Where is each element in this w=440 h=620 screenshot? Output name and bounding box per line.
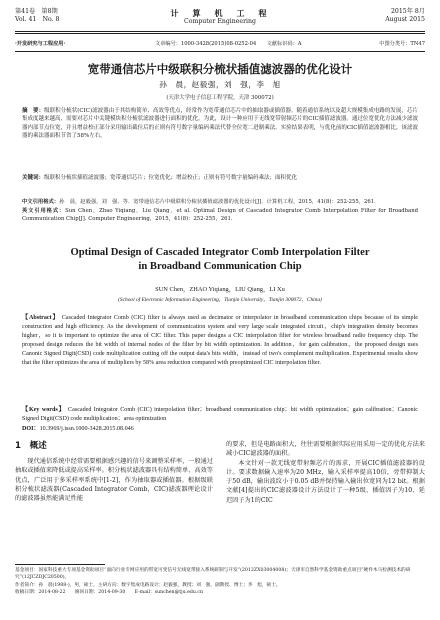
authors-cn: 孙 晨，赵毅强，刘 强，李 旭 xyxy=(159,80,281,89)
citation-en-label: 英文引用格式： xyxy=(22,207,66,214)
doi-label: DOI： xyxy=(22,426,40,432)
footnote-dates: 收稿日期：2014-08-22 修回日期：2014-09-30 E-mail：sunchen@tju.edu.cn xyxy=(15,589,204,595)
citation-cn-text: 孙 晨，赵毅强，刘 强，等．宽带通信芯片中级联积分梳状插值滤波器的优化设计[J]．计算机工程，2015，41(8)：252-255，261． xyxy=(59,199,380,205)
citation-cn-label: 中文引用格式： xyxy=(22,199,60,205)
column-name: ·开发研究与工程应用· xyxy=(15,41,66,47)
paper-title-en-line1: Optimal Design of Cascaded Integrator Comb Interpolation Filter xyxy=(70,247,370,258)
article-metadata-bar xyxy=(15,40,425,50)
body-column-left xyxy=(15,440,213,503)
volume-cn: 第41卷 第8期 xyxy=(15,8,58,15)
abstract-cn xyxy=(22,107,418,140)
footnote-fund: 基金项目：国家科技重大专项基金资助项目“面向行业专网应用的带宽可变信号无线宽带接入系统研制与开发”(2012ZX03004008)；天津市自然科学基金资助重点项目“硬件木马检测技术的研究”(12JCZDJC20500)。 xyxy=(15,568,411,581)
journal-name-cn: 计 算 机 工 程 xyxy=(170,8,270,18)
body-column-right xyxy=(226,440,425,505)
running-header xyxy=(15,8,425,30)
citation-en-text: Sun Chen，Zhao Yiqiang，Liu Qiang，et al. Optimal Design of Cascaded Integrator Comb Interpolation Filter for Broadband Communication Chip[J]. Computer Engineering，2015，41(8)：252-255，261. xyxy=(22,207,418,222)
header-rule-bottom xyxy=(15,33,425,34)
clc-number: 中图分类号：TN47 xyxy=(379,41,425,47)
section-heading: 1 概述 xyxy=(15,441,47,451)
keywords-en xyxy=(22,406,418,424)
abstract-cn-label: 摘 要： xyxy=(22,108,45,114)
abstract-en-text: Cascaded Integrator Comb (CIC) filter is always used as decimator or interpolator in broadband communication chips because of its simple construction and high efficiency. As the development of communication system and very large scale integrated circuit，chip's integration density becomes higher，so it is important to optimize the area of CIC filter. This paper designs a CIC interpolation filter for wireless broadband radio frequency chip. The proposed design reduces the bit width of internal nodes of the filter by bit width optimization. In addition，for gain calibration，the proposed design uses Canonic Signed Digit(CSD) code multiplication cutting off the output data's bits width，instead of two's complement multiplication. Experimental results show that the filter optimizes the area of multipliers by 58% area reduction compared with preoptimized CIC interpolation filter. xyxy=(22,315,418,367)
abstract-en xyxy=(22,314,418,369)
paper-title-en xyxy=(15,246,425,273)
affiliation-en: (School of Electronic Information Engineering，Tianjin University，Tianjin 300072，China) xyxy=(118,297,322,303)
citation-en xyxy=(22,207,418,224)
journal-name xyxy=(15,8,425,26)
volume-en: Vol. 41 No. 8 xyxy=(15,16,60,23)
keywords-en-text: Cascaded Integrator Comb (CIC) interpolation filter；broadband communication chip；bit width optimization；gain calibration；Canonic Signed Digit(CSD) code multiplication；area optimization xyxy=(22,407,418,423)
doi xyxy=(22,425,418,434)
body-paragraph: 本文针对一款无线宽带射频芯片的需求，开展CIC插值滤波器的设计。要求数据输入速率为20 MHz，输入采样率提高10倍，旁带抑制大于50 dB，输出波纹小于0.05 dB并保持输入输出位宽同为12 bit。根据文献[4]提出的CIC滤波器设计方法设计了一种5级、插值因子为10、延迟因子为1的CIC xyxy=(226,459,425,504)
paper-title-en-line2: in Broadband Communication Chip xyxy=(138,260,302,272)
citation-block xyxy=(22,198,418,224)
keywords-en-label: 【Key words】 xyxy=(22,407,66,413)
body-paragraph-continued: 的要求，但是电路面积大，往往需要根据实际应用采用一定的优化方法来减小CIC滤波器的面积。 xyxy=(226,441,425,458)
abstract-en-label: 【Abstract】 xyxy=(22,315,60,321)
issue-date-en: August 2015 xyxy=(385,16,425,23)
keywords-cn-label: 关键词： xyxy=(22,175,45,181)
body-paragraph: 现代通信系统中经常需要根据感兴趣的信号来调整采样率，一般通过抽取或插值来降低或提高采样率。积分梳状滤波器具有结构简单、高效等优点，广泛用于多采样率系统中[1-2]，作为抽取器或插值器。根据级联积分梳状滤波器(Cascaded Integrator Comb，CIC)滤波器理论设计的滤波器虽然能满足性能 xyxy=(15,458,214,503)
authors-en: SUN Chen，ZHAO Yiqiang，LIU Qiang，LI Xu xyxy=(155,286,285,293)
affiliation-cn: (天津大学电子信息工程学院，天津 300072) xyxy=(166,95,274,101)
article-number: 文章编号：1000-3428(2015)08-0252-04 文献标识码：A xyxy=(155,41,302,47)
doi-link[interactable]: 10.3969/j.issn.1000-3428.2015.08.046 xyxy=(39,426,134,432)
issue-date-cn: 2015年 8月 xyxy=(390,8,425,15)
header-rule-top xyxy=(15,31,425,32)
metadata-rule xyxy=(15,51,425,52)
citation-cn xyxy=(22,198,418,207)
footnote-rule xyxy=(15,564,105,565)
abstract-cn-text: 级联积分梳状(CIC)滤波器由于其结构简单、高效等优点，经常作为宽带通信芯片中的抽取器或插值器。随着通信系统以及超大规模集成电路的发展，芯片集成度越来越高，需要对芯片中关键模块积分梳状滤波器进行面积的优化。为此，设计一种应用于无线宽带射频芯片的CIC插值滤波器。通过位宽优化方法减少滤波器内部节点位宽，并且增益校正部分采用输出截位后的正则有符号数字量编码乘法代替全位宽二进制乘法。实验结果表明，与优化前的CIC插值滤波器相比，该滤波器的乘法器面积节省了58%左右。 xyxy=(22,108,418,139)
paper-title-cn: 宽带通信芯片中级联积分梳状插值滤波器的优化设计 xyxy=(87,62,353,76)
issue-date xyxy=(385,8,425,24)
keywords-cn-text: 级联积分梳状插值滤波器；宽带通信芯片；位宽优化；增益校正；正则有符号数字量编码乘法；面积优化 xyxy=(44,175,298,181)
footnote-author: 作者简介：孙 晨(1988-)，男，硕士，主研方向：数字集成电路设计；赵毅强，教授；刘 强，副教授、博士；李 旭，硕士。 xyxy=(15,582,281,588)
journal-name-en: Computer Engineering xyxy=(184,18,256,25)
footnotes xyxy=(15,567,425,596)
keywords-cn xyxy=(22,174,418,182)
